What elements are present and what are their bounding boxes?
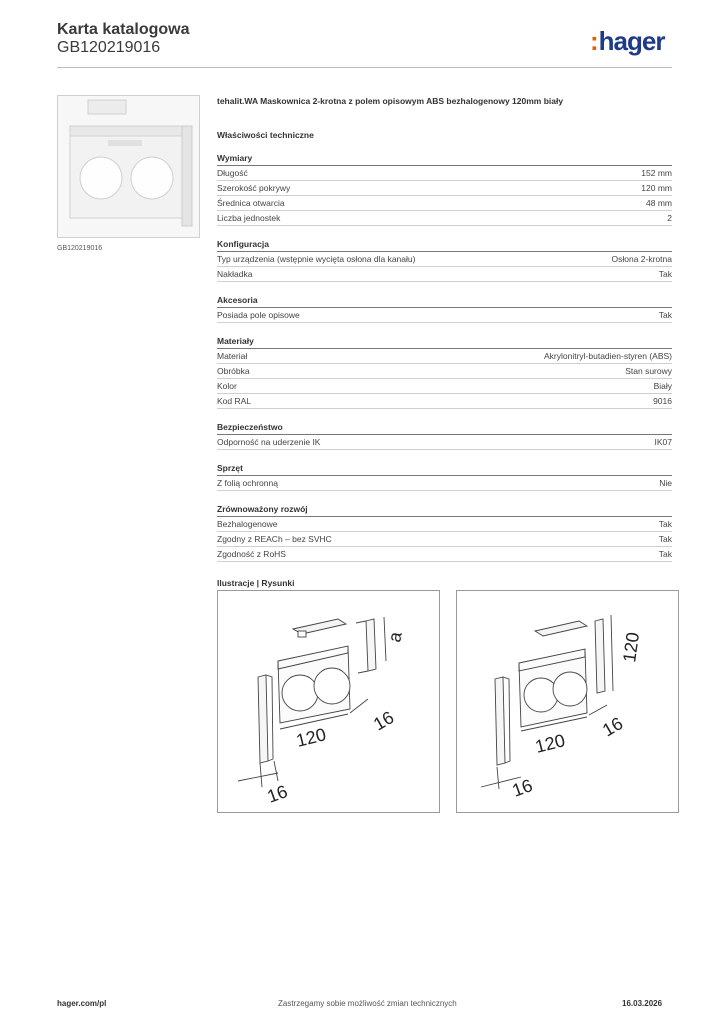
spec-row [217,379,672,394]
spec-section [217,421,672,450]
spec-value: Tak [658,519,672,529]
spec-row [217,252,672,267]
spec-row [217,517,672,532]
product-title: tehalit.WA Maskownica 2-krotna z polem opisowym ABS bezhalogenowy 120mm biały [217,96,564,106]
spec-label: Obróbka [217,366,250,376]
spec-value: Nie [659,478,672,488]
spec-row [217,166,672,181]
footer-note: Zastrzegamy sobie możliwość zmian technicznych [278,999,457,1008]
logo-colon: : [590,26,598,56]
spec-row [217,435,672,450]
hager-logo[interactable] [590,26,664,57]
left-dim-height: a [384,630,406,644]
header-divider [57,67,672,68]
spec-content [217,96,672,588]
section-title: Bezpieczeństwo [217,421,672,435]
spec-value: Stan surowy [625,366,672,376]
section-title: Materiały [217,335,672,349]
spec-label: Szerokość pokrywy [217,183,291,193]
spec-value: 120 mm [641,183,672,193]
spec-section [217,238,672,282]
drawing-dimension-120 [456,590,679,813]
spec-label: Długość [217,168,248,178]
page-title: Karta katalogowa [57,21,190,38]
spec-label: Średnica otwarcia [217,198,285,208]
spec-row [217,364,672,379]
spec-row [217,547,672,562]
spec-label: Posiada pole opisowe [217,310,300,320]
spec-label: Z folią ochronną [217,478,278,488]
spec-label: Kolor [217,381,237,391]
spec-row [217,181,672,196]
section-title: Zrównoważony rozwój [217,503,672,517]
spec-section [217,294,672,323]
logo-text: hager [598,26,665,56]
drawing-dimension-a [217,590,440,813]
thumbnail-caption: GB120219016 [57,245,103,252]
footer-date: 16.03.2026 [622,999,663,1008]
spec-row [217,476,672,491]
spec-label: Nakładka [217,269,253,279]
spec-value: Osłona 2-krotna [611,254,672,264]
spec-label: Bezhalogenowe [217,519,278,529]
spec-row [217,394,672,409]
spec-label: Typ urządzenia (wstępnie wycięta osłona dla kanału) [217,254,416,264]
spec-value: 48 mm [646,198,672,208]
spec-value: Tak [658,534,672,544]
spec-label: Liczba jednostek [217,213,281,223]
section-title: Sprzęt [217,462,672,476]
spec-row [217,196,672,211]
right-dim-height: 120 [619,631,644,664]
spec-row [217,211,672,226]
spec-row [217,267,672,282]
spec-value: 152 mm [641,168,672,178]
left-dim-width: 120 [294,724,329,751]
spec-value: Akrylonitryl-butadien-styren (ABS) [543,351,672,361]
spec-label: Odporność na uderzenie IK [217,437,321,447]
spec-value: Tak [658,269,672,279]
left-dim-side: 16 [370,707,398,735]
spec-value: Biały [653,381,672,391]
spec-section [217,152,672,226]
spec-value: 9016 [653,396,672,406]
illustrations-title: Ilustracje | Rysunki [217,578,295,588]
spec-row [217,308,672,323]
product-code: GB120219016 [57,39,161,56]
right-dim-depth: 16 [509,775,536,801]
spec-sections [217,152,672,562]
spec-label: Materiał [217,351,248,361]
right-dim-width: 120 [533,730,568,757]
spec-label: Zgodny z REACh – bez SVHC [217,534,332,544]
spec-value: Tak [658,549,672,559]
section-title: Konfiguracja [217,238,672,252]
product-thumbnail [57,95,200,238]
spec-row [217,349,672,364]
spec-value: 2 [667,213,672,223]
spec-section [217,335,672,409]
spec-label: Kod RAL [217,396,252,406]
section-title: Akcesoria [217,294,672,308]
left-dim-depth: 16 [264,781,291,807]
spec-row [217,532,672,547]
spec-section [217,462,672,491]
spec-label: Zgodność z RoHS [217,549,286,559]
section-title: Wymiary [217,152,672,166]
footer-website[interactable]: hager.com/pl [57,999,107,1008]
spec-value: Tak [658,310,672,320]
technical-properties-heading: Właściwości techniczne [217,130,314,140]
spec-value: IK07 [654,437,672,447]
right-dim-side: 16 [599,713,627,741]
spec-section [217,503,672,562]
